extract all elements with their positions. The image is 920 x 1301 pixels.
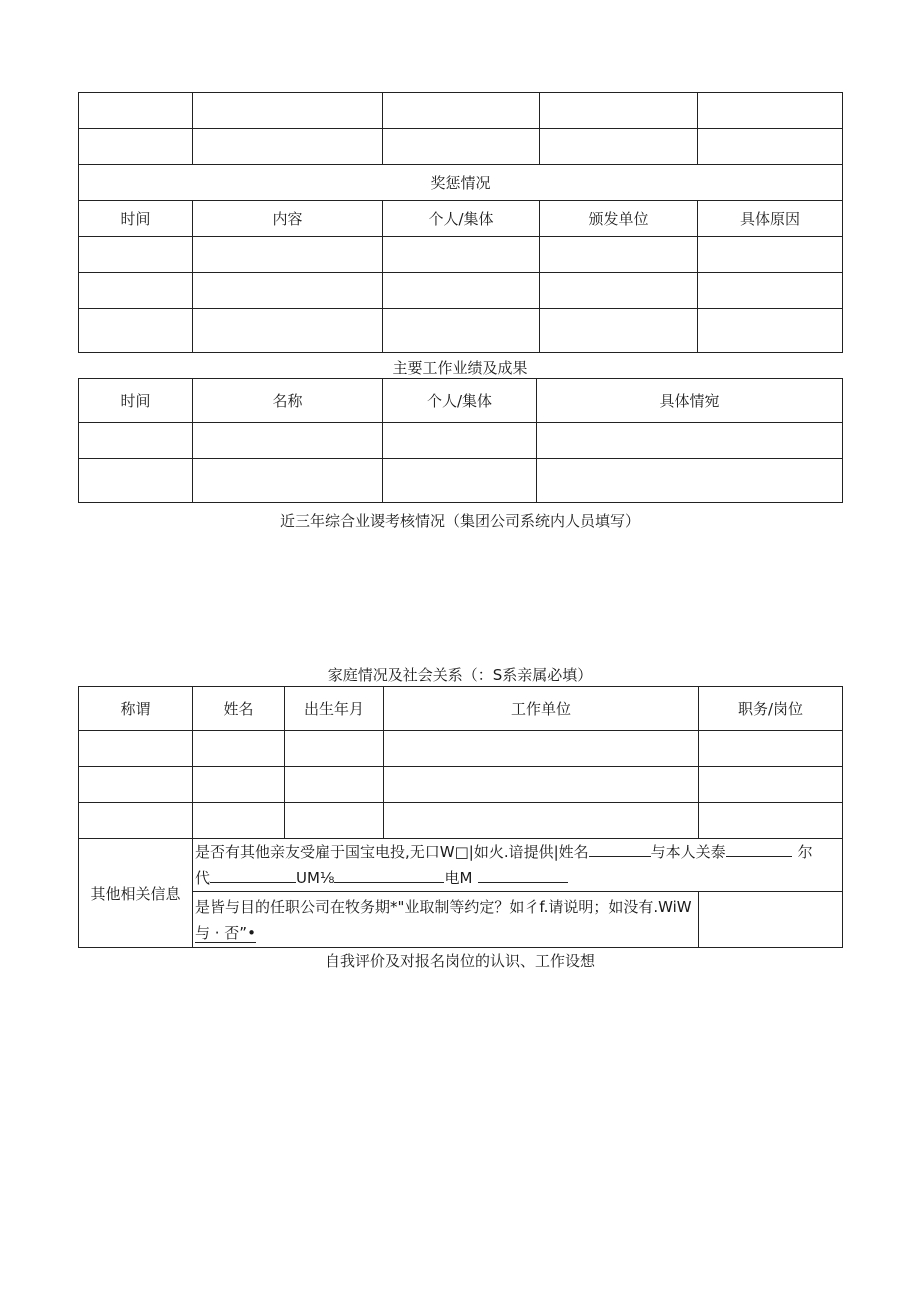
family-header-position: 职务/岗位: [699, 687, 843, 731]
table-cell[interactable]: [193, 273, 383, 309]
other-q1-text-d: 代: [195, 869, 211, 887]
table-cell[interactable]: [285, 731, 384, 767]
table-row: [79, 309, 843, 353]
table-cell[interactable]: [79, 803, 193, 839]
other-q1-line2: [195, 865, 842, 891]
achievements-header-details: 具体情宛: [537, 379, 843, 423]
other-q1-text-a: 是否有其他亲友受雇于国宝电投,无口W□|如火.谙提供|姓名: [195, 843, 589, 861]
table-cell[interactable]: [79, 273, 193, 309]
table-cell[interactable]: [698, 129, 843, 165]
table-cell[interactable]: [384, 767, 699, 803]
other-q1-text-b: 与本人关泰: [650, 843, 726, 861]
table-cell[interactable]: [193, 459, 383, 503]
table-cell[interactable]: [79, 459, 193, 503]
table-cell[interactable]: [383, 273, 540, 309]
family-header-relation: 称谓: [79, 687, 193, 731]
achievements-header-row: [79, 379, 843, 423]
table-cell[interactable]: [699, 731, 843, 767]
table-cell[interactable]: [383, 237, 540, 273]
other-info-answer-cell[interactable]: [699, 892, 843, 948]
table-cell[interactable]: [540, 93, 698, 129]
table-cell[interactable]: [383, 459, 537, 503]
table-cell[interactable]: [193, 309, 383, 353]
awards-header-row: [79, 201, 843, 237]
achievements-header-time: 时间: [79, 379, 193, 423]
awards-header-content: 内容: [193, 201, 383, 237]
table-row: [79, 731, 843, 767]
family-table: [78, 686, 843, 948]
table-cell[interactable]: [383, 93, 540, 129]
other-q2-line1: 是皆与目的任职公司在牧务期*"业取制等约定？如彳f.请说明；如没有.WiW: [195, 897, 692, 916]
table-row: [79, 129, 843, 165]
other-info-noncompete-question[interactable]: [193, 892, 699, 948]
table-cell[interactable]: [285, 767, 384, 803]
assessment-title: 近三年综合业谡考核情况（集团公司系统内人员填写）: [279, 512, 640, 530]
awards-title-row: [79, 165, 843, 201]
other-q1-text-f: 电M: [444, 869, 473, 887]
table-cell[interactable]: [383, 129, 540, 165]
table-cell[interactable]: [79, 237, 193, 273]
blank-position-field[interactable]: [334, 868, 444, 883]
table-cell[interactable]: [537, 459, 843, 503]
table-cell[interactable]: [193, 93, 383, 129]
table-cell[interactable]: [79, 93, 193, 129]
table-cell[interactable]: [79, 309, 193, 353]
table-cell[interactable]: [79, 731, 193, 767]
table-row: [79, 423, 843, 459]
table-row: [79, 93, 843, 129]
table-cell[interactable]: [383, 423, 537, 459]
family-header-row: [79, 687, 843, 731]
table-cell[interactable]: [193, 423, 383, 459]
table-cell[interactable]: [698, 309, 843, 353]
table-cell[interactable]: [699, 767, 843, 803]
awards-header-reason: 具体原因: [698, 201, 843, 237]
family-header-name: 姓名: [193, 687, 285, 731]
table-cell[interactable]: [384, 731, 699, 767]
other-info-label: 其他相关信息: [79, 839, 193, 948]
other-q1-line1: [195, 839, 842, 865]
top-continuation-table: [78, 92, 843, 353]
blank-relationship-field[interactable]: [726, 842, 792, 857]
table-row: [79, 237, 843, 273]
other-info-relatives-question[interactable]: [193, 839, 843, 892]
blank-unit-field[interactable]: [210, 868, 296, 883]
table-cell[interactable]: [383, 309, 540, 353]
blank-name-field[interactable]: [589, 842, 651, 857]
other-q2-text: 与 · 否”•: [195, 923, 256, 942]
table-cell[interactable]: [698, 273, 843, 309]
table-cell[interactable]: [193, 731, 285, 767]
table-cell[interactable]: [79, 129, 193, 165]
table-row: [79, 803, 843, 839]
achievements-header-individual-group: 个人/集体: [383, 379, 537, 423]
blank-phone-field[interactable]: [478, 868, 568, 883]
table-row: [79, 459, 843, 503]
table-row: [79, 767, 843, 803]
table-cell[interactable]: [540, 129, 698, 165]
family-header-birth: 出生年月: [285, 687, 384, 731]
table-cell[interactable]: [285, 803, 384, 839]
table-cell[interactable]: [540, 309, 698, 353]
table-cell[interactable]: [537, 423, 843, 459]
awards-title: 奖惩情况: [79, 165, 843, 201]
achievements-table: [78, 378, 843, 503]
table-cell[interactable]: [193, 803, 285, 839]
table-cell[interactable]: [193, 237, 383, 273]
self-eval-title: 自我评价及对报名岗位的认识、工作设想: [324, 952, 595, 970]
other-info-row-1: [79, 839, 843, 892]
table-cell[interactable]: [79, 767, 193, 803]
awards-header-time: 时间: [79, 201, 193, 237]
awards-header-individual-group: 个人/集体: [383, 201, 540, 237]
table-cell[interactable]: [540, 237, 698, 273]
table-cell[interactable]: [384, 803, 699, 839]
table-cell[interactable]: [699, 803, 843, 839]
achievements-title: 主要工作业绩及成果: [392, 359, 528, 377]
table-cell[interactable]: [698, 93, 843, 129]
family-title: 家庭情况及社会关系（：S系亲属必填）: [327, 666, 593, 684]
family-header-employer: 工作单位: [384, 687, 699, 731]
table-row: [79, 273, 843, 309]
table-cell[interactable]: [79, 423, 193, 459]
achievements-header-name: 名称: [193, 379, 383, 423]
other-q1-text-c: 尔: [797, 843, 813, 861]
table-cell[interactable]: [193, 129, 383, 165]
table-cell[interactable]: [698, 237, 843, 273]
table-cell[interactable]: [193, 767, 285, 803]
other-info-row-2: [79, 892, 843, 948]
other-q1-text-e: UM⅛: [296, 869, 335, 887]
table-cell[interactable]: [540, 273, 698, 309]
other-q2-line2: [195, 920, 698, 946]
awards-header-issuer: 颁发单位: [540, 201, 698, 237]
